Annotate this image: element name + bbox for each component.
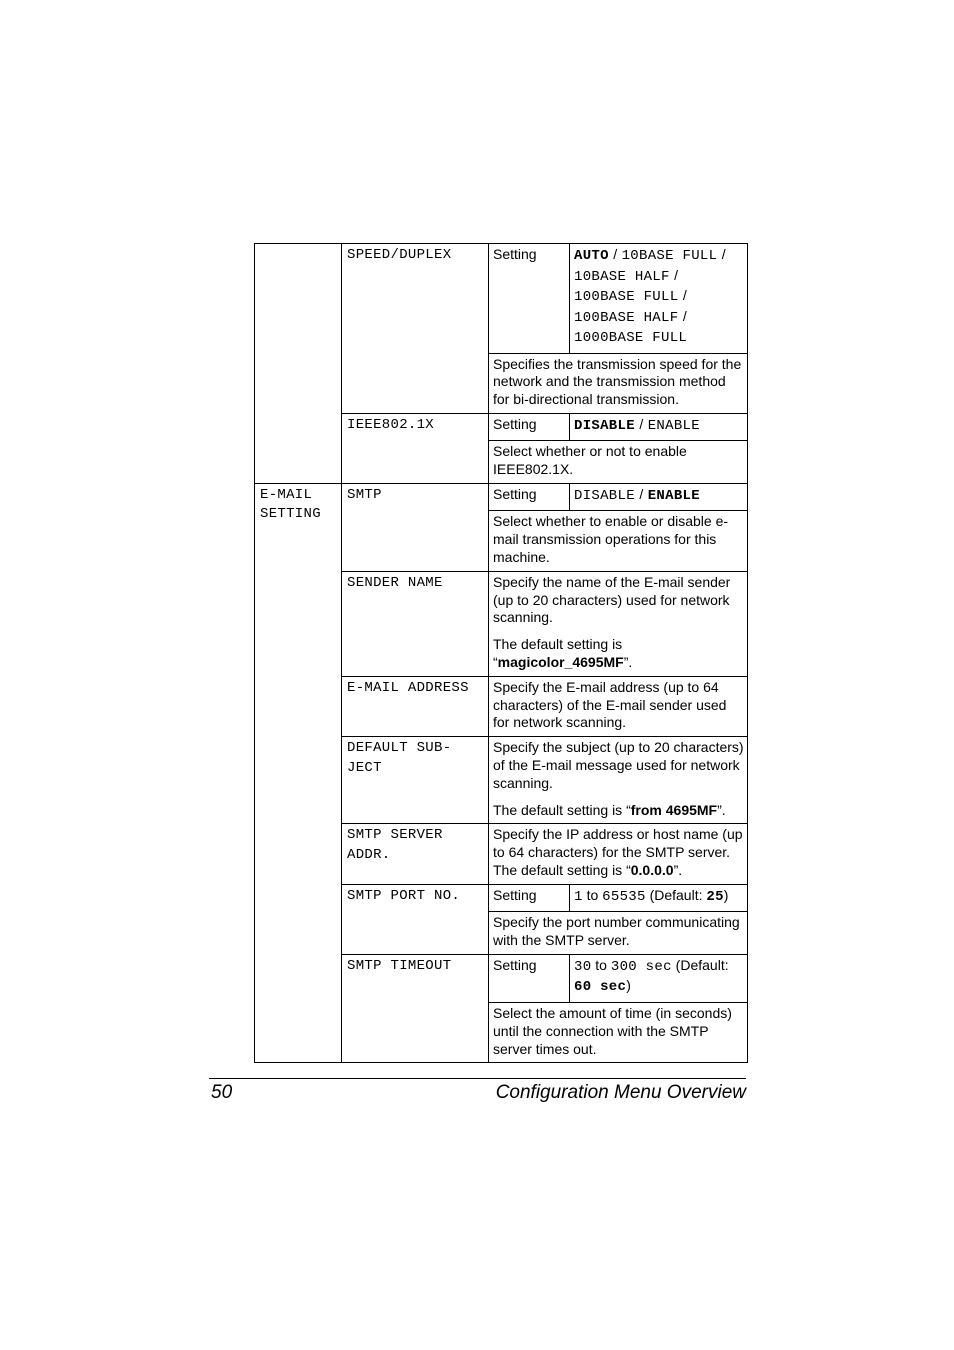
- menu-item-ieee8021x: IEEE802.1X: [342, 413, 489, 483]
- option-10base-full: 10BASE FULL: [621, 248, 718, 264]
- setting-label: Setting: [489, 954, 570, 1002]
- setting-label: Setting: [489, 483, 570, 511]
- menu-item-default-subject: DEFAULT SUB- JECT: [342, 737, 489, 824]
- setting-values: 1 to 65535 (Default: 25): [570, 884, 748, 912]
- configuration-menu-table: [254, 243, 748, 1063]
- menu-item-smtp-port-no: SMTP PORT NO.: [342, 884, 489, 954]
- menu-item-sender-name: SENDER NAME: [342, 571, 489, 676]
- default-value: from 4695MF: [630, 801, 718, 818]
- page-number: 50: [211, 1082, 233, 1103]
- group-cell-empty: [255, 244, 342, 484]
- setting-values: 30 to 300 sec (Default: 60 sec): [570, 954, 748, 1002]
- section-title: Configuration Menu Overview: [495, 1082, 746, 1103]
- menu-item-speed-duplex: SPEED/DUPLEX: [342, 244, 489, 414]
- option-10base-half: 10BASE HALF: [574, 268, 670, 285]
- setting-values: DISABLE / ENABLE: [570, 413, 748, 441]
- description-cell: Specify the name of the E-mail sender (up to 20 characters) used for network scanning. The default setting is “magicolor_4695MF”.: [489, 571, 748, 676]
- description-cell: Specify the E-mail address (up to 64 characters) of the E-mail sender used for network scanning.: [489, 676, 748, 736]
- default-value: 25: [706, 888, 724, 905]
- option-enable: ENABLE: [647, 487, 700, 504]
- footer-rule: [209, 1078, 746, 1079]
- description-cell: Specifies the transmission speed for the network and the transmission method for bi-directional transmission.: [489, 353, 748, 413]
- default-value: magicolor_4695MF: [497, 654, 624, 671]
- menu-item-smtp-timeout: SMTP TIMEOUT: [342, 954, 489, 1062]
- description-cell: Select the amount of time (in seconds) until the connection with the SMTP server times out.: [489, 1002, 748, 1062]
- menu-item-email-address: E-MAIL ADDRESS: [342, 676, 489, 736]
- description-cell: Specify the subject (up to 20 characters) of the E-mail message used for network scanning. The default setting is “from 4695MF”.: [489, 737, 748, 824]
- table-row: [255, 244, 748, 354]
- setting-values: AUTO / 10BASE FULL / 10BASE HALF / 100BASE FULL / 100BASE HALF / 1000BASE FULL: [570, 244, 748, 354]
- description-cell: Specify the port number communicating with the SMTP server.: [489, 912, 748, 955]
- description-cell: Select whether to enable or disable e-mail transmission operations for this machine.: [489, 511, 748, 571]
- group-cell-email-setting: E-MAIL SETTING: [255, 483, 342, 1062]
- description-cell: Specify the IP address or host name (up to 64 characters) for the SMTP server. The default setting is “0.0.0.0”.: [489, 824, 748, 884]
- option-100base-half: 100BASE HALF: [574, 309, 679, 326]
- default-value: 0.0.0.0: [630, 862, 674, 879]
- menu-item-smtp: SMTP: [342, 483, 489, 571]
- setting-label: Setting: [489, 884, 570, 912]
- option-auto: AUTO: [574, 248, 609, 264]
- setting-label: Setting: [489, 413, 570, 441]
- menu-item-smtp-server-addr: SMTP SERVER ADDR.: [342, 824, 489, 884]
- option-enable: ENABLE: [647, 417, 700, 434]
- description-cell: Select whether or not to enable IEEE802.1X.: [489, 441, 748, 484]
- option-100base-full: 100BASE FULL: [574, 289, 679, 305]
- option-disable: DISABLE: [574, 487, 635, 504]
- default-value: 60 sec: [574, 979, 627, 996]
- option-1000base-full: 1000BASE FULL: [574, 330, 688, 346]
- setting-values: DISABLE / ENABLE: [570, 483, 748, 511]
- setting-label: Setting: [489, 244, 570, 354]
- table-row: [255, 483, 748, 511]
- option-disable: DISABLE: [574, 417, 635, 434]
